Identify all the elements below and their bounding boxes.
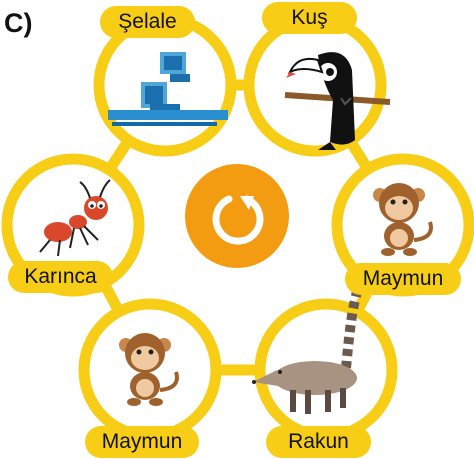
label-rakun: Rakun xyxy=(266,426,371,458)
label-maymun-right: Maymun xyxy=(345,263,461,295)
label-selale: Şelale xyxy=(100,6,195,38)
replay-button[interactable] xyxy=(185,164,289,268)
part-letter: C) xyxy=(4,8,33,38)
label-maymun-bottom: Maymun xyxy=(85,426,199,458)
label-kus: Kuş xyxy=(262,2,357,34)
item-circle-kus[interactable] xyxy=(249,19,381,151)
label-karinca: Karınca xyxy=(8,261,113,293)
